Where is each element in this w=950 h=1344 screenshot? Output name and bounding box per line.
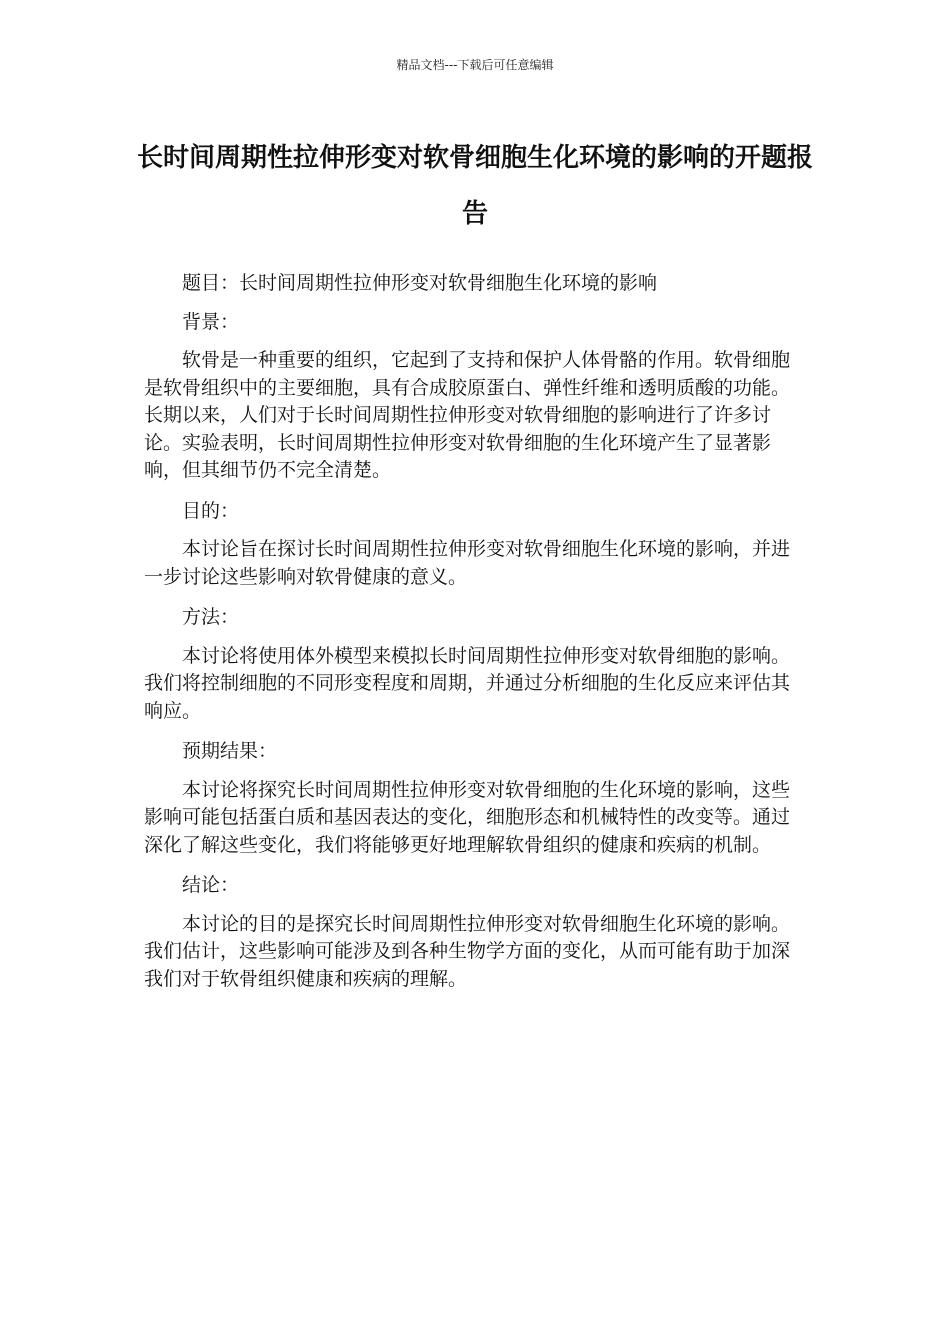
- page-header-watermark: 精品文档---下载后可任意编辑: [396, 58, 554, 72]
- document-title: 长时间周期性拉伸形变对软骨细胞生化环境的影响的开题报告: [136, 143, 813, 229]
- purpose-label: 目的：: [182, 499, 240, 522]
- document-body: [144, 270, 804, 1006]
- expected-results-paragraph: 本讨论将探究长时间周期性拉伸形变对软骨细胞的生化环境的影响，这些影响可能包括蛋白质和基因表达的变化，细胞形态和机械特性的改变等。通过深化了解这些变化，我们将能够更好地理解软骨组织的健康和疾病的机制。: [144, 778, 791, 856]
- expected-results-label: 预期结果：: [182, 740, 278, 762]
- background-paragraph: 软骨是一种重要的组织，它起到了支持和保护人体骨骼的作用。软骨细胞是软骨组织中的主要细胞，具有合成胶原蛋白、弹性纤维和透明质酸的功能。长期以来，人们对于长时间周期性拉伸形变对软骨细胞的影响进行了许多讨论。实验表明，长时间周期性拉伸形变对软骨细胞的生化环境产生了显著影响，但其细节仍不完全清楚。: [144, 349, 791, 481]
- method-label: 方法：: [182, 606, 240, 628]
- conclusion-paragraph: 本讨论的目的是探究长时间周期性拉伸形变对软骨细胞生化环境的影响。我们估计，这些影响可能涉及到各种生物学方面的变化，从而可能有助于加深我们对于软骨组织健康和疾病的理解。: [144, 912, 791, 990]
- purpose-paragraph: 本讨论旨在探讨长时间周期性拉伸形变对软骨细胞生化环境的影响，并进一步讨论这些影响对软骨健康的意义。: [144, 538, 791, 588]
- conclusion-label: 结论：: [182, 874, 240, 896]
- method-paragraph: 本讨论将使用体外模型来模拟长时间周期性拉伸形变对软骨细胞的影响。我们将控制细胞的不同形变程度和周期，并通过分析细胞的生化反应来评估其响应。: [144, 644, 791, 722]
- topic-line: 题目：长时间周期性拉伸形变对软骨细胞生化环境的影响: [182, 272, 658, 294]
- background-label: 背景：: [182, 310, 240, 333]
